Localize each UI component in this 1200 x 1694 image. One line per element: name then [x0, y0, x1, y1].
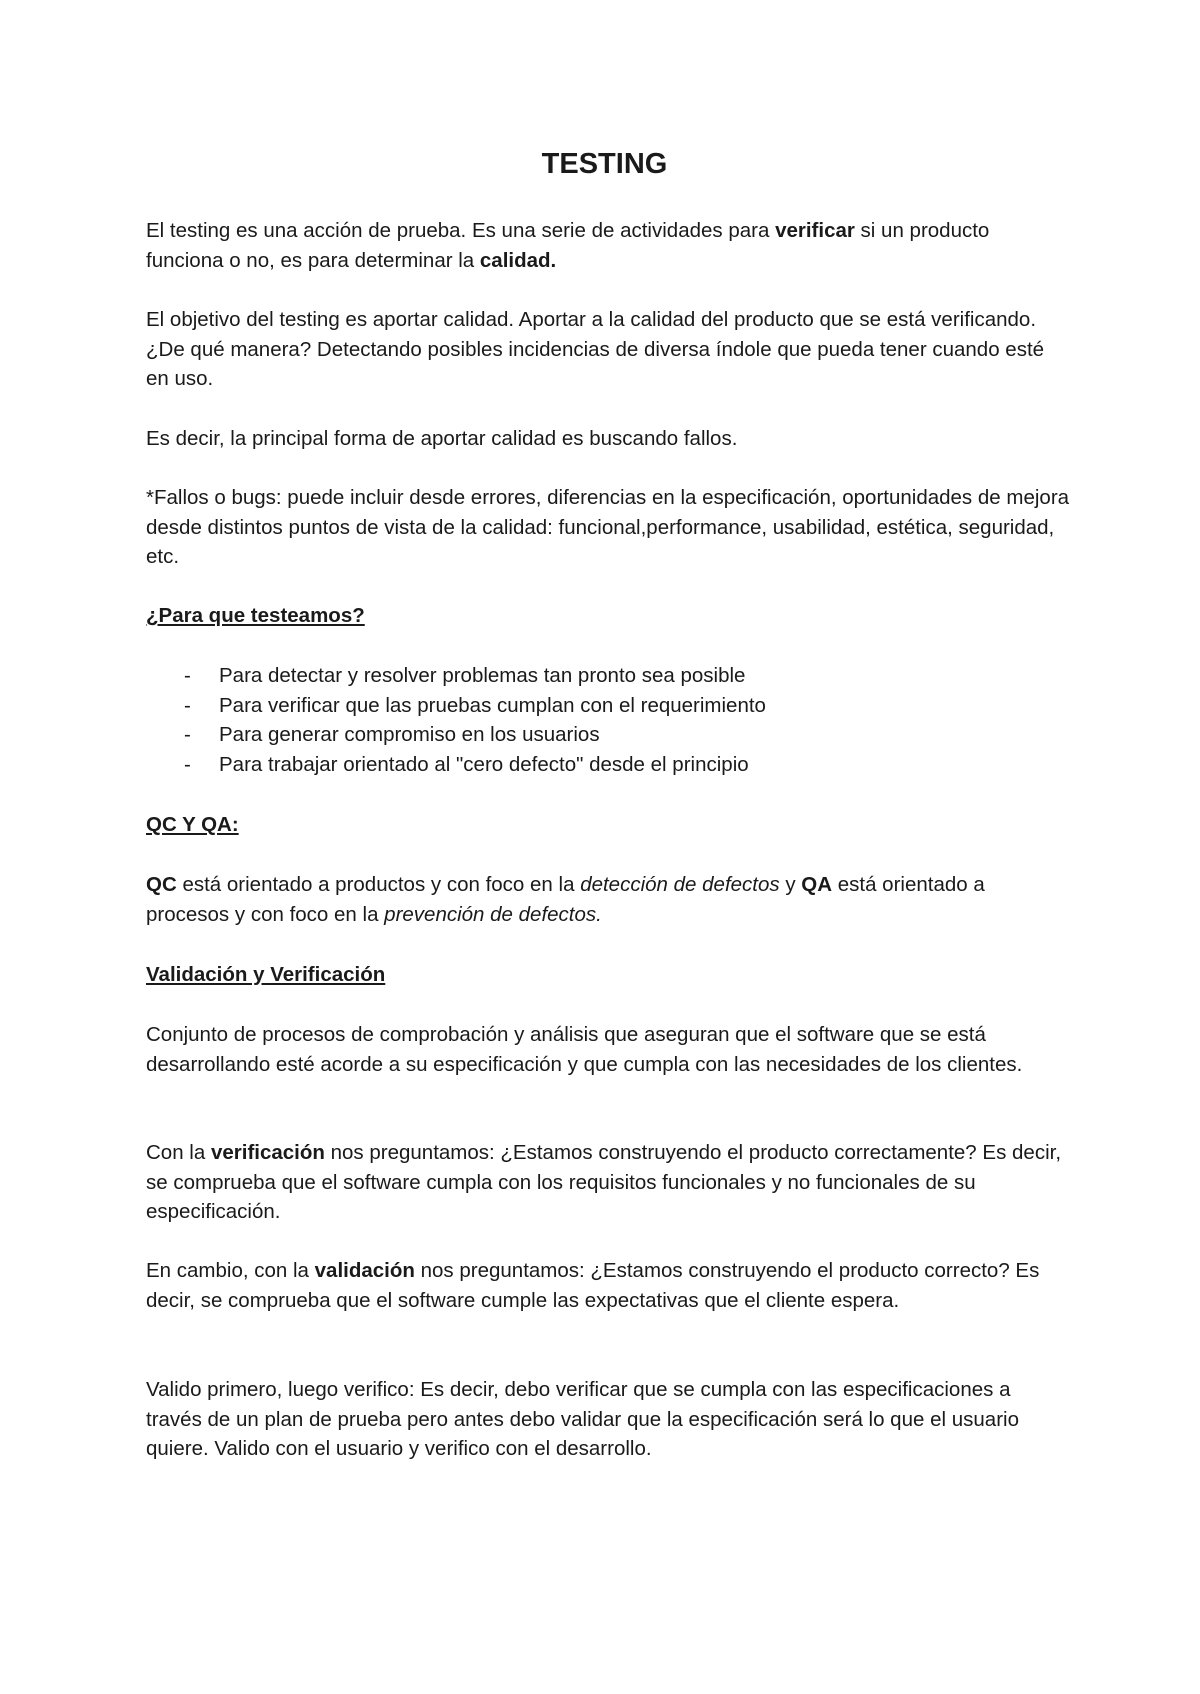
list-item-text: Para trabajar orientado al "cero defecto" desde el principio: [219, 752, 749, 776]
bold-qa: QA: [801, 873, 833, 896]
qc-qa-text: está orientado a procesos y con foco en la: [146, 873, 985, 926]
list-item: [146, 750, 1071, 780]
intro-paragraph-4: *Fallos o bugs: puede incluir desde errores, diferencias en la especificación, oportunidades de mejora desde distintos puntos de vista de la calidad: funcional,performance, usabilidad, estética, seguridad, etc.: [146, 486, 1070, 568]
document-title: TESTING: [541, 148, 668, 180]
bullet-marker: -: [184, 723, 191, 746]
intro-text: si un producto funciona o no, es para determinar la: [146, 219, 990, 272]
bullet-marker: -: [184, 693, 191, 717]
italic-qc-focus: detección de defectos: [580, 873, 780, 896]
italic-qa-focus: prevención de defectos.: [384, 902, 602, 926]
heading-qc-qa: QC Y QA:: [146, 813, 239, 836]
intro-paragraph-2: El objetivo del testing es aportar calidad. Aportar a la calidad del producto que se está verificando. ¿De qué manera? Detectando posibles incidencias de diversa índole que pueda tener cuando esté en uso.: [146, 308, 1045, 390]
qc-qa-paragraph: [146, 870, 1071, 929]
why-test-list: [146, 661, 1071, 779]
bold-qc: QC: [146, 873, 177, 896]
list-item-text: Para verificar que las pruebas cumplan con el requerimiento: [219, 693, 766, 717]
list-item: [146, 691, 1071, 721]
vv-text: nos preguntamos: ¿Estamos construyendo el producto correctamente? Es decir, se comprueba que el software cumpla con los requisitos funcionales y no funcionales de su especificación.: [146, 1141, 1062, 1223]
qc-qa-text: está orientado a productos y con foco en la: [176, 873, 581, 896]
vv-text: Con la: [146, 1141, 211, 1164]
heading-validation-verification: Validación y Verificación: [146, 963, 386, 986]
list-item-text: Para generar compromiso en los usuarios: [219, 723, 600, 746]
bold-verificar: verificar: [775, 219, 855, 242]
heading-why-test: ¿Para que testeamos?: [146, 604, 365, 627]
bullet-marker: -: [184, 664, 191, 687]
intro-paragraph-3: Es decir, la principal forma de aportar calidad es buscando fallos.: [146, 427, 738, 450]
intro-text: El testing es una acción de prueba. Es una serie de actividades para: [146, 219, 776, 242]
list-item-text: Para detectar y resolver problemas tan pronto sea posible: [219, 664, 746, 687]
vv-paragraph-1: Conjunto de procesos de comprobación y análisis que aseguran que el software que se está desarrollando esté acorde a su especificación y que cumpla con las necesidades de los clientes.: [146, 1023, 1023, 1076]
vv-paragraph-4: Valido primero, luego verifico: Es decir, debo verificar que se cumpla con las especificaciones a través de un plan de prueba pero antes debo validar que la especificación será lo que el usuario quiere. Valido con el usuario y verifico con el desarrollo.: [146, 1378, 1019, 1460]
vv-paragraph-2: [146, 1138, 1071, 1227]
bullet-marker: -: [184, 752, 191, 776]
list-item: [146, 720, 1071, 750]
list-item: [146, 661, 1071, 691]
vv-text: nos preguntamos: ¿Estamos construyendo el producto correcto? Es decir, se comprueba que el software cumple las expectativas que el cliente espera.: [146, 1259, 1040, 1312]
bold-verificacion: verificación: [210, 1141, 325, 1164]
bold-calidad: calidad.: [479, 248, 557, 272]
qc-qa-text: y: [779, 873, 802, 896]
bold-validacion: validación: [314, 1259, 415, 1282]
vv-paragraph-3: [146, 1256, 1071, 1315]
vv-text: En cambio, con la: [146, 1259, 315, 1282]
intro-paragraph-1: [146, 216, 1071, 275]
